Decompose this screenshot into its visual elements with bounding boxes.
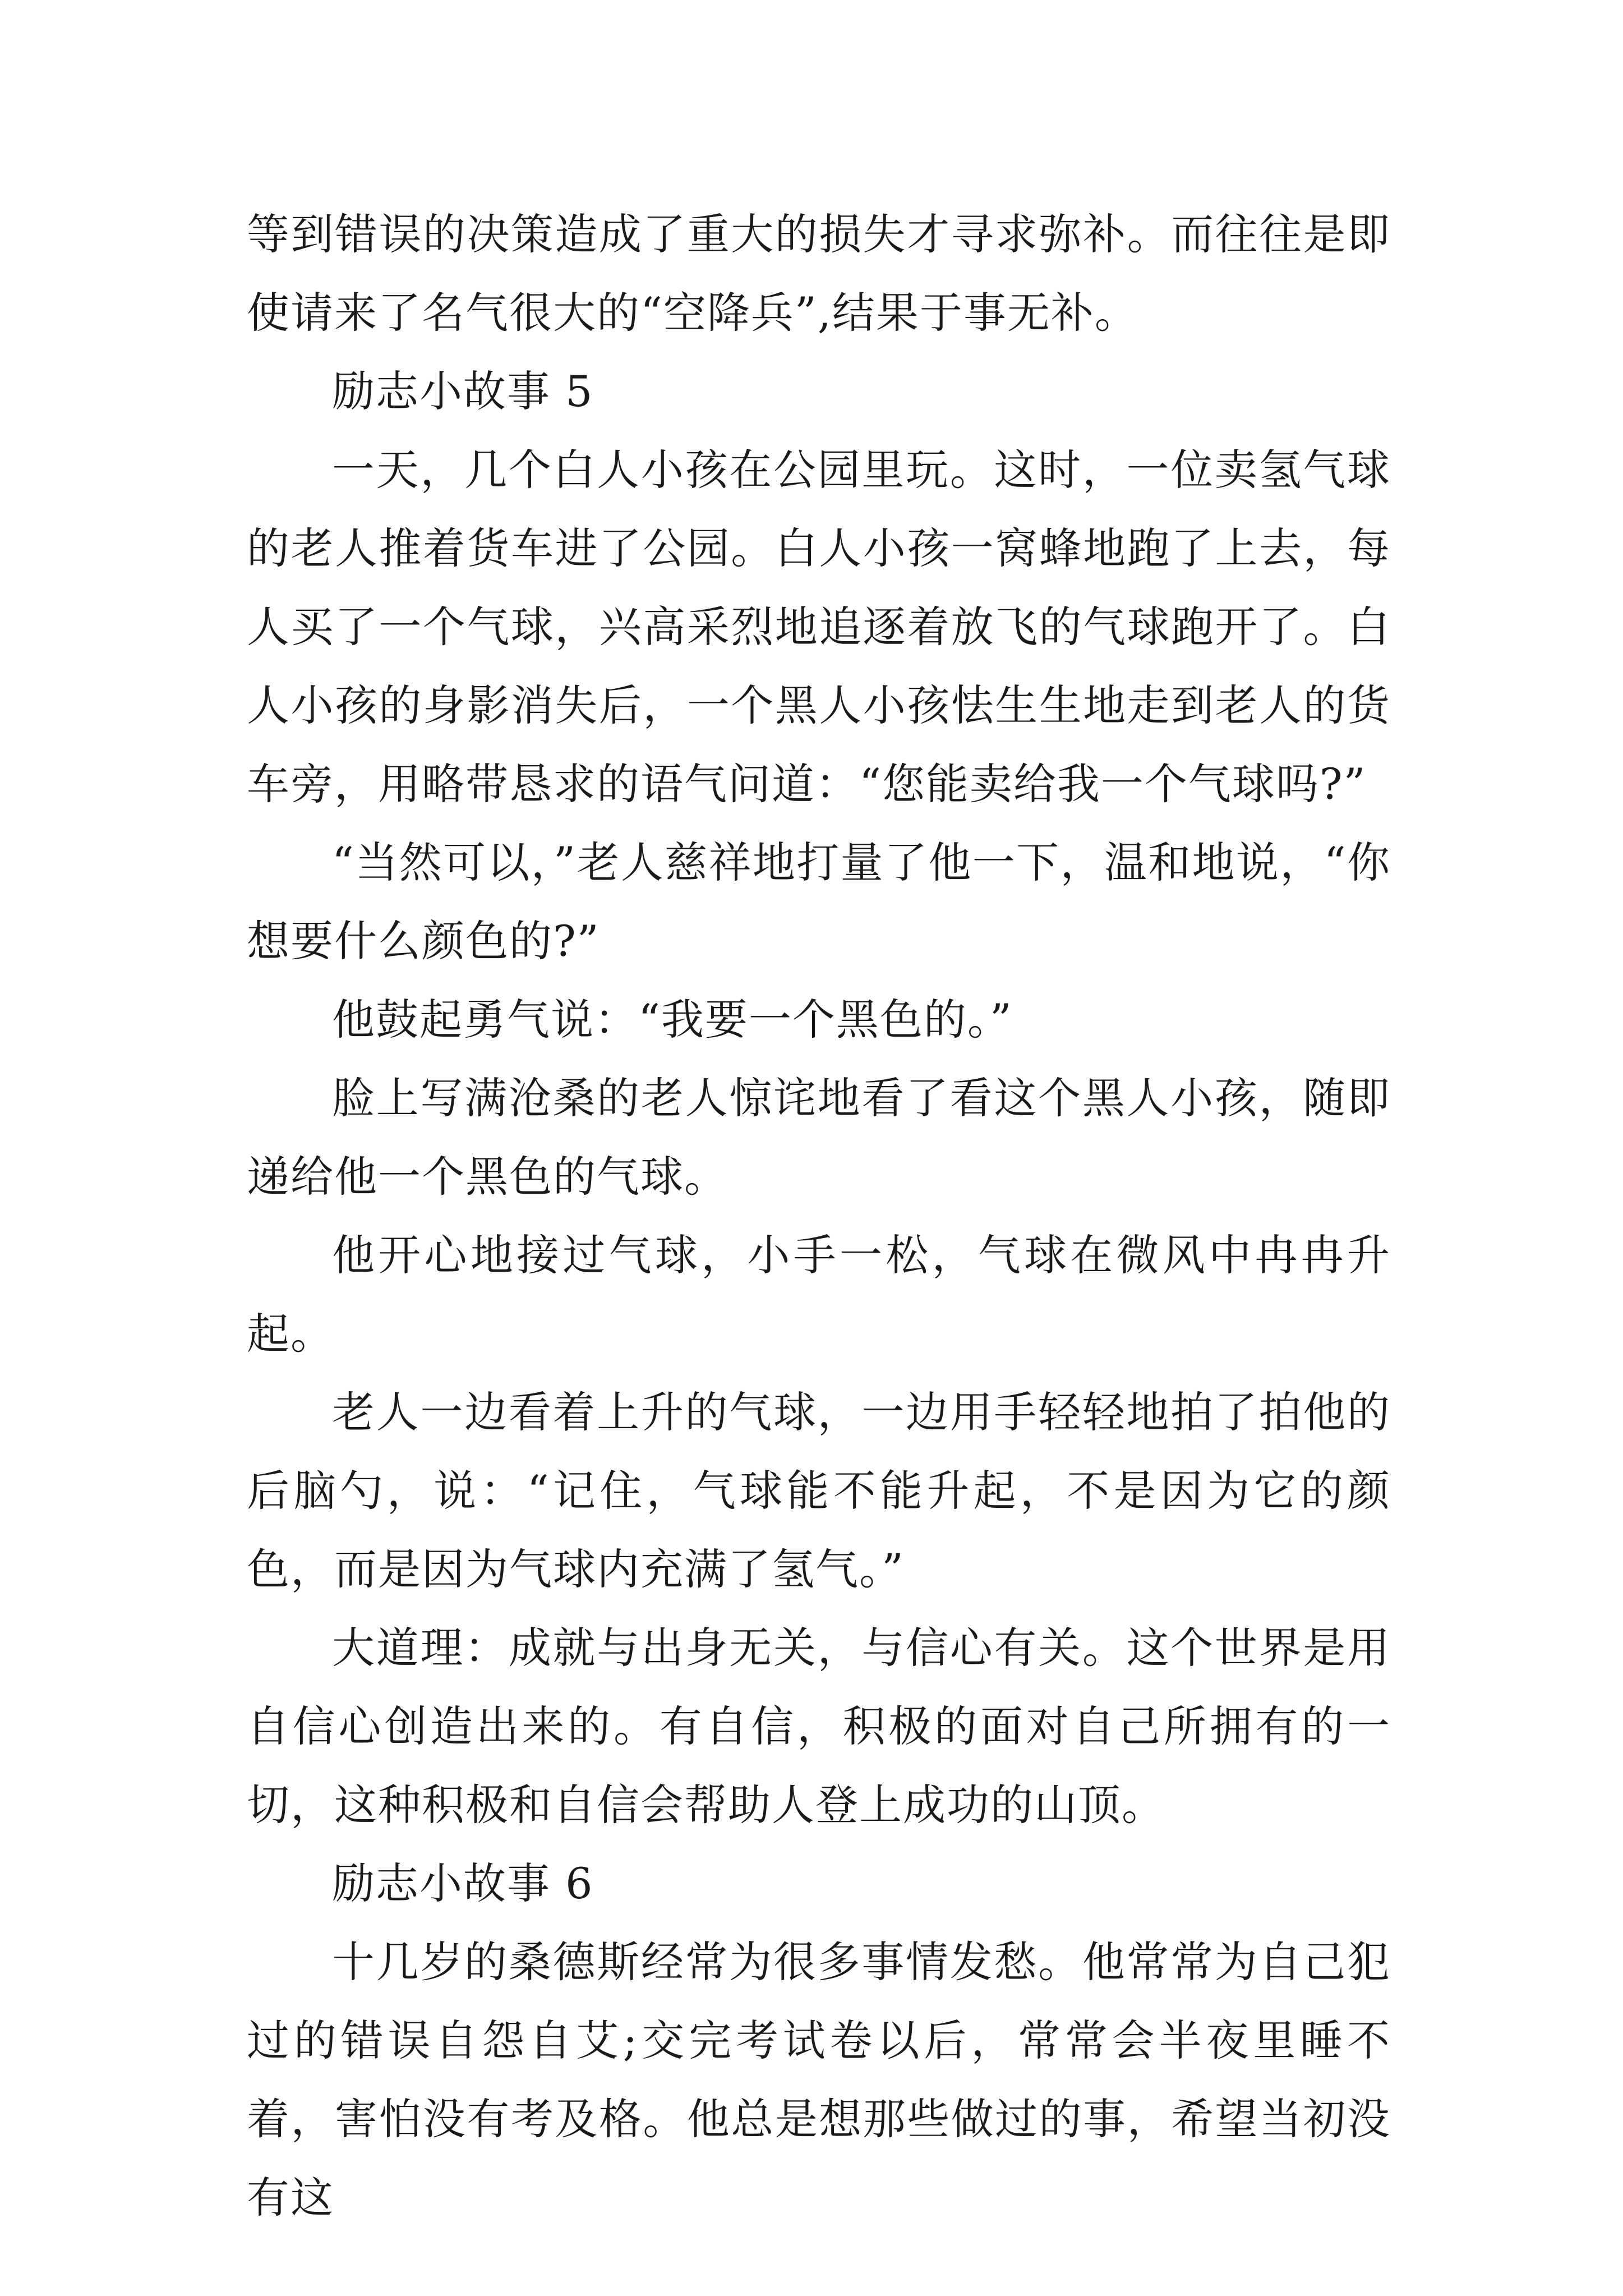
body-paragraph: 一天，几个白人小孩在公园里玩。这时，一位卖氢气球的老人推着货车进了公园。白人小孩一窝蜂地跑了上去，每人买了一个气球，兴高采烈地追逐着放飞的气球跑开了。白人小孩的身影消失后，一个黑人小孩怯生生地走到老人的货车旁，用略带恳求的语气问道：“您能卖给我一个气球吗?” — [247, 445, 1391, 809]
body-paragraph: 十几岁的桑德斯经常为很多事情发愁。他常常为自己犯过的错误自怨自艾;交完考试卷以后，常常会半夜里睡不着，害怕没有考及格。他总是想那些做过的事，希望当初没有这 — [247, 1937, 1391, 2223]
story-heading-6: 励志小故事 6 — [332, 1858, 594, 1908]
story-heading-5: 励志小故事 5 — [332, 366, 594, 416]
body-paragraph: 脸上写满沧桑的老人惊诧地看了看这个黑人小孩，随即递给他一个黑色的气球。 — [247, 1073, 1391, 1202]
document-body — [247, 195, 1391, 2237]
body-paragraph: 他开心地接过气球，小手一松，气球在微风中冉冉升起。 — [247, 1230, 1391, 1359]
moral-paragraph: 大道理：成就与出身无关，与信心有关。这个世界是用自信心创造出来的。有自信，积极的面对自己所拥有的一切，这种积极和自信会帮助人登上成功的山顶。 — [247, 1623, 1391, 1830]
body-paragraph: 他鼓起勇气说：“我要一个黑色的。” — [332, 995, 1013, 1045]
continuation-paragraph: 等到错误的决策造成了重大的损失才寻求弥补。而往往是即使请来了名气很大的“空降兵”,结果于事无补。 — [247, 209, 1391, 338]
body-paragraph: “当然可以，”老人慈祥地打量了他一下，温和地说，“你想要什么颜色的?” — [247, 838, 1391, 966]
body-paragraph: 老人一边看着上升的气球，一边用手轻轻地拍了拍他的后脑勺，说：“记住，气球能不能升起，不是因为它的颜色，而是因为气球内充满了氢气。” — [247, 1387, 1391, 1594]
